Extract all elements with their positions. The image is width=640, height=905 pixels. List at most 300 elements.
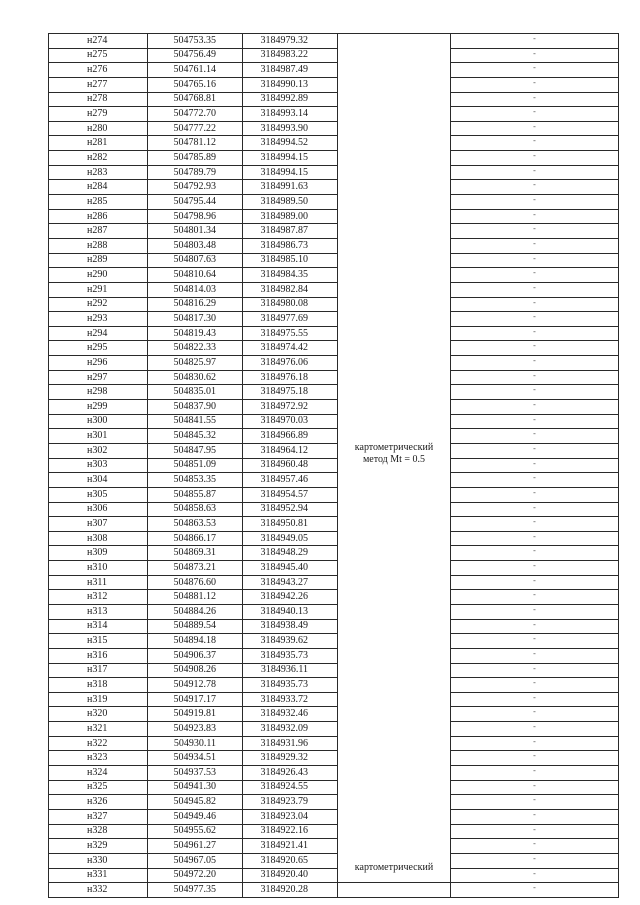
note-dash: - — [451, 736, 619, 751]
x-coordinate: 504785.89 — [148, 151, 243, 166]
y-coordinate: 3184924.55 — [243, 780, 338, 795]
y-coordinate: 3184992.89 — [243, 92, 338, 107]
x-coordinate: 504761.14 — [148, 63, 243, 78]
y-coordinate: 3184994.15 — [243, 151, 338, 166]
point-id: н311 — [49, 575, 148, 590]
note-dash: - — [451, 341, 619, 356]
x-coordinate: 504777.22 — [148, 121, 243, 136]
y-coordinate: 3184938.49 — [243, 619, 338, 634]
point-id: н282 — [49, 151, 148, 166]
x-coordinate: 504894.18 — [148, 634, 243, 649]
table-row — [49, 780, 619, 795]
note-dash: - — [451, 546, 619, 561]
x-coordinate: 504819.43 — [148, 326, 243, 341]
note-dash: - — [451, 312, 619, 327]
note-dash: - — [451, 561, 619, 576]
note-dash: - — [451, 692, 619, 707]
table-row — [49, 590, 619, 605]
point-id: н305 — [49, 487, 148, 502]
method-accuracy: метод Mt = 0.5 — [362, 454, 426, 465]
y-coordinate: 3184945.40 — [243, 561, 338, 576]
point-id: н291 — [49, 282, 148, 297]
point-id: н295 — [49, 341, 148, 356]
point-id: н320 — [49, 707, 148, 722]
point-id: н313 — [49, 604, 148, 619]
point-id: н329 — [49, 839, 148, 854]
x-coordinate: 504756.49 — [148, 48, 243, 63]
x-coordinate: 504949.46 — [148, 809, 243, 824]
x-coordinate: 504912.78 — [148, 678, 243, 693]
y-coordinate: 3184920.28 — [243, 883, 338, 898]
point-id: н324 — [49, 766, 148, 781]
y-coordinate: 3184964.12 — [243, 443, 338, 458]
note-dash: - — [451, 107, 619, 122]
y-coordinate: 3184920.40 — [243, 868, 338, 883]
x-coordinate: 504841.55 — [148, 414, 243, 429]
x-coordinate: 504792.93 — [148, 180, 243, 195]
note-dash: - — [451, 678, 619, 693]
note-dash: - — [451, 795, 619, 810]
table-row — [49, 722, 619, 737]
point-id: н330 — [49, 853, 148, 868]
x-coordinate: 504781.12 — [148, 136, 243, 151]
table-row — [49, 165, 619, 180]
x-coordinate: 504822.33 — [148, 341, 243, 356]
point-id: н288 — [49, 238, 148, 253]
table-row — [49, 180, 619, 195]
y-coordinate: 3184939.62 — [243, 634, 338, 649]
point-id: н308 — [49, 531, 148, 546]
table-row — [49, 253, 619, 268]
y-coordinate: 3184923.79 — [243, 795, 338, 810]
y-coordinate: 3184935.73 — [243, 648, 338, 663]
x-coordinate: 504967.05 — [148, 853, 243, 868]
table-row — [49, 356, 619, 371]
y-coordinate: 3184942.26 — [243, 590, 338, 605]
note-dash: - — [451, 48, 619, 63]
y-coordinate: 3184994.15 — [243, 165, 338, 180]
x-coordinate: 504858.63 — [148, 502, 243, 517]
table-row — [49, 531, 619, 546]
x-coordinate: 504863.53 — [148, 517, 243, 532]
point-id: н322 — [49, 736, 148, 751]
table-row — [49, 370, 619, 385]
x-coordinate: 504772.70 — [148, 107, 243, 122]
table-row — [49, 326, 619, 341]
note-dash: - — [451, 370, 619, 385]
x-coordinate: 504835.01 — [148, 385, 243, 400]
note-dash: - — [451, 663, 619, 678]
point-id: н284 — [49, 180, 148, 195]
x-coordinate: 504869.31 — [148, 546, 243, 561]
point-id: н292 — [49, 297, 148, 312]
y-coordinate: 3184983.22 — [243, 48, 338, 63]
table-row — [49, 663, 619, 678]
y-coordinate: 3184943.27 — [243, 575, 338, 590]
x-coordinate: 504919.81 — [148, 707, 243, 722]
x-coordinate: 504851.09 — [148, 458, 243, 473]
table-row — [49, 312, 619, 327]
point-id: н299 — [49, 400, 148, 415]
table-row — [49, 414, 619, 429]
table-row — [49, 195, 619, 210]
note-dash: - — [451, 429, 619, 444]
note-dash: - — [451, 34, 619, 49]
y-coordinate: 3184989.50 — [243, 195, 338, 210]
table-row — [49, 136, 619, 151]
y-coordinate: 3184979.32 — [243, 34, 338, 49]
x-coordinate: 504825.97 — [148, 356, 243, 371]
y-coordinate: 3184921.41 — [243, 839, 338, 854]
point-id: н297 — [49, 370, 148, 385]
y-coordinate: 3184977.69 — [243, 312, 338, 327]
point-id: н280 — [49, 121, 148, 136]
method-cell-last — [338, 883, 451, 898]
y-coordinate: 3184960.48 — [243, 458, 338, 473]
y-coordinate: 3184985.10 — [243, 253, 338, 268]
table-row — [49, 678, 619, 693]
table-row — [49, 151, 619, 166]
x-coordinate: 504889.54 — [148, 619, 243, 634]
y-coordinate: 3184986.73 — [243, 238, 338, 253]
note-dash: - — [451, 722, 619, 737]
x-coordinate: 504955.62 — [148, 824, 243, 839]
point-id: н303 — [49, 458, 148, 473]
note-dash: - — [451, 414, 619, 429]
point-id: н306 — [49, 502, 148, 517]
note-dash: - — [451, 92, 619, 107]
y-coordinate: 3184952.94 — [243, 502, 338, 517]
y-coordinate: 3184926.43 — [243, 766, 338, 781]
note-dash: - — [451, 77, 619, 92]
table-row — [49, 795, 619, 810]
note-dash: - — [451, 473, 619, 488]
note-dash: - — [451, 195, 619, 210]
y-coordinate: 3184980.08 — [243, 297, 338, 312]
point-id: н300 — [49, 414, 148, 429]
table-row — [49, 487, 619, 502]
y-coordinate: 3184984.35 — [243, 268, 338, 283]
x-coordinate: 504908.26 — [148, 663, 243, 678]
note-dash: - — [451, 766, 619, 781]
table-row — [49, 751, 619, 766]
note-dash: - — [451, 619, 619, 634]
point-id: н316 — [49, 648, 148, 663]
point-id: н312 — [49, 590, 148, 605]
point-id: н315 — [49, 634, 148, 649]
note-dash: - — [451, 780, 619, 795]
note-dash: - — [451, 165, 619, 180]
point-id: н331 — [49, 868, 148, 883]
note-dash: - — [451, 63, 619, 78]
y-coordinate: 3184972.92 — [243, 400, 338, 415]
table-row — [49, 107, 619, 122]
x-coordinate: 504853.35 — [148, 473, 243, 488]
note-dash: - — [451, 707, 619, 722]
table-row — [49, 736, 619, 751]
point-id: н279 — [49, 107, 148, 122]
point-id: н304 — [49, 473, 148, 488]
table-row — [49, 92, 619, 107]
point-id: н277 — [49, 77, 148, 92]
note-dash: - — [451, 502, 619, 517]
note-dash: - — [451, 209, 619, 224]
point-id: н283 — [49, 165, 148, 180]
note-dash: - — [451, 385, 619, 400]
point-id: н326 — [49, 795, 148, 810]
note-dash: - — [451, 400, 619, 415]
x-coordinate: 504977.35 — [148, 883, 243, 898]
x-coordinate: 504866.17 — [148, 531, 243, 546]
table-row — [49, 385, 619, 400]
y-coordinate: 3184935.73 — [243, 678, 338, 693]
table-row — [49, 429, 619, 444]
x-coordinate: 504845.32 — [148, 429, 243, 444]
x-coordinate: 504847.95 — [148, 443, 243, 458]
note-dash: - — [451, 531, 619, 546]
x-coordinate: 504765.16 — [148, 77, 243, 92]
table-row — [49, 707, 619, 722]
point-id: н301 — [49, 429, 148, 444]
point-id: н290 — [49, 268, 148, 283]
table-row — [49, 458, 619, 473]
table-row — [49, 604, 619, 619]
point-id: н289 — [49, 253, 148, 268]
point-id: н325 — [49, 780, 148, 795]
y-coordinate: 3184974.42 — [243, 341, 338, 356]
point-id: н328 — [49, 824, 148, 839]
point-id: н276 — [49, 63, 148, 78]
x-coordinate: 504941.30 — [148, 780, 243, 795]
table-row — [49, 648, 619, 663]
x-coordinate: 504801.34 — [148, 224, 243, 239]
note-dash: - — [451, 809, 619, 824]
point-id: н281 — [49, 136, 148, 151]
note-dash: - — [451, 121, 619, 136]
point-id: н310 — [49, 561, 148, 576]
note-dash: - — [451, 297, 619, 312]
note-dash: - — [451, 253, 619, 268]
point-id: н285 — [49, 195, 148, 210]
table-row — [49, 121, 619, 136]
x-coordinate: 504768.81 — [148, 92, 243, 107]
note-dash: - — [451, 487, 619, 502]
point-id: н278 — [49, 92, 148, 107]
table-row — [49, 692, 619, 707]
y-coordinate: 3184948.29 — [243, 546, 338, 561]
table-row — [49, 634, 619, 649]
x-coordinate: 504881.12 — [148, 590, 243, 605]
note-dash: - — [451, 517, 619, 532]
x-coordinate: 504937.53 — [148, 766, 243, 781]
x-coordinate: 504816.29 — [148, 297, 243, 312]
x-coordinate: 504855.87 — [148, 487, 243, 502]
table-row — [49, 766, 619, 781]
y-coordinate: 3184954.57 — [243, 487, 338, 502]
x-coordinate: 504807.63 — [148, 253, 243, 268]
point-id: н287 — [49, 224, 148, 239]
x-coordinate: 504830.62 — [148, 370, 243, 385]
coordinates-table-body — [49, 34, 619, 898]
y-coordinate: 3184990.13 — [243, 77, 338, 92]
note-dash: - — [451, 282, 619, 297]
note-dash: - — [451, 356, 619, 371]
y-coordinate: 3184920.65 — [243, 853, 338, 868]
table-row — [49, 77, 619, 92]
point-id: н318 — [49, 678, 148, 693]
table-row — [49, 575, 619, 590]
table-row — [49, 224, 619, 239]
x-coordinate: 504934.51 — [148, 751, 243, 766]
table-row — [49, 883, 619, 898]
x-coordinate: 504795.44 — [148, 195, 243, 210]
y-coordinate: 3184993.90 — [243, 121, 338, 136]
table-row — [49, 238, 619, 253]
method-name: картометрический — [354, 442, 434, 453]
note-dash: - — [451, 883, 619, 898]
y-coordinate: 3184932.46 — [243, 707, 338, 722]
y-coordinate: 3184993.14 — [243, 107, 338, 122]
note-dash: - — [451, 868, 619, 883]
table-row — [49, 839, 619, 854]
note-dash: - — [451, 751, 619, 766]
table-row — [49, 619, 619, 634]
point-id: н274 — [49, 34, 148, 49]
x-coordinate: 504972.20 — [148, 868, 243, 883]
point-id: н323 — [49, 751, 148, 766]
y-coordinate: 3184987.87 — [243, 224, 338, 239]
y-coordinate: 3184987.49 — [243, 63, 338, 78]
table-row — [49, 473, 619, 488]
x-coordinate: 504923.83 — [148, 722, 243, 737]
table-row — [49, 824, 619, 839]
note-dash: - — [451, 326, 619, 341]
note-dash: - — [451, 853, 619, 868]
table-row — [49, 809, 619, 824]
y-coordinate: 3184976.06 — [243, 356, 338, 371]
table-row — [49, 34, 619, 49]
note-dash: - — [451, 268, 619, 283]
table-row — [49, 546, 619, 561]
y-coordinate: 3184994.52 — [243, 136, 338, 151]
x-coordinate: 504814.03 — [148, 282, 243, 297]
x-coordinate: 504906.37 — [148, 648, 243, 663]
table-row — [49, 268, 619, 283]
table-row — [49, 853, 619, 868]
x-coordinate: 504945.82 — [148, 795, 243, 810]
point-id: н296 — [49, 356, 148, 371]
note-dash: - — [451, 590, 619, 605]
x-coordinate: 504789.79 — [148, 165, 243, 180]
note-dash: - — [451, 238, 619, 253]
x-coordinate: 504876.60 — [148, 575, 243, 590]
point-id: н314 — [49, 619, 148, 634]
point-id: н298 — [49, 385, 148, 400]
note-dash: - — [451, 151, 619, 166]
x-coordinate: 504753.35 — [148, 34, 243, 49]
y-coordinate: 3184922.16 — [243, 824, 338, 839]
note-dash: - — [451, 604, 619, 619]
point-id: н293 — [49, 312, 148, 327]
y-coordinate: 3184933.72 — [243, 692, 338, 707]
note-dash: - — [451, 634, 619, 649]
x-coordinate: 504930.11 — [148, 736, 243, 751]
note-dash: - — [451, 458, 619, 473]
point-id: н317 — [49, 663, 148, 678]
y-coordinate: 3184989.00 — [243, 209, 338, 224]
note-dash: - — [451, 224, 619, 239]
y-coordinate: 3184929.32 — [243, 751, 338, 766]
point-id: н309 — [49, 546, 148, 561]
y-coordinate: 3184923.04 — [243, 809, 338, 824]
coordinates-table — [48, 33, 619, 898]
y-coordinate: 3184931.96 — [243, 736, 338, 751]
x-coordinate: 504810.64 — [148, 268, 243, 283]
point-id: н321 — [49, 722, 148, 737]
x-coordinate: 504961.27 — [148, 839, 243, 854]
table-row — [49, 63, 619, 78]
table-row — [49, 209, 619, 224]
note-dash: - — [451, 839, 619, 854]
table-row — [49, 443, 619, 458]
table-row — [49, 48, 619, 63]
point-id: н307 — [49, 517, 148, 532]
x-coordinate: 504817.30 — [148, 312, 243, 327]
x-coordinate: 504803.48 — [148, 238, 243, 253]
y-coordinate: 3184975.55 — [243, 326, 338, 341]
measurement-method-note-continued: картометрический — [354, 862, 434, 873]
y-coordinate: 3184982.84 — [243, 282, 338, 297]
y-coordinate: 3184970.03 — [243, 414, 338, 429]
point-id: н286 — [49, 209, 148, 224]
table-row — [49, 400, 619, 415]
note-dash: - — [451, 180, 619, 195]
point-id: н294 — [49, 326, 148, 341]
table-row — [49, 282, 619, 297]
y-coordinate: 3184936.11 — [243, 663, 338, 678]
note-dash: - — [451, 443, 619, 458]
note-dash: - — [451, 648, 619, 663]
y-coordinate: 3184932.09 — [243, 722, 338, 737]
x-coordinate: 504837.90 — [148, 400, 243, 415]
point-id: н327 — [49, 809, 148, 824]
table-row — [49, 502, 619, 517]
y-coordinate: 3184976.18 — [243, 370, 338, 385]
x-coordinate: 504873.21 — [148, 561, 243, 576]
note-dash: - — [451, 575, 619, 590]
point-id: н275 — [49, 48, 148, 63]
note-dash: - — [451, 136, 619, 151]
y-coordinate: 3184940.13 — [243, 604, 338, 619]
y-coordinate: 3184975.18 — [243, 385, 338, 400]
note-dash: - — [451, 824, 619, 839]
table-row — [49, 517, 619, 532]
table-row — [49, 561, 619, 576]
table-row — [49, 341, 619, 356]
y-coordinate: 3184950.81 — [243, 517, 338, 532]
y-coordinate: 3184966.89 — [243, 429, 338, 444]
x-coordinate: 504798.96 — [148, 209, 243, 224]
point-id: н319 — [49, 692, 148, 707]
table-row — [49, 868, 619, 883]
measurement-method-note — [338, 442, 450, 466]
y-coordinate: 3184957.46 — [243, 473, 338, 488]
point-id: н302 — [49, 443, 148, 458]
x-coordinate: 504884.26 — [148, 604, 243, 619]
y-coordinate: 3184949.05 — [243, 531, 338, 546]
point-id: н332 — [49, 883, 148, 898]
x-coordinate: 504917.17 — [148, 692, 243, 707]
